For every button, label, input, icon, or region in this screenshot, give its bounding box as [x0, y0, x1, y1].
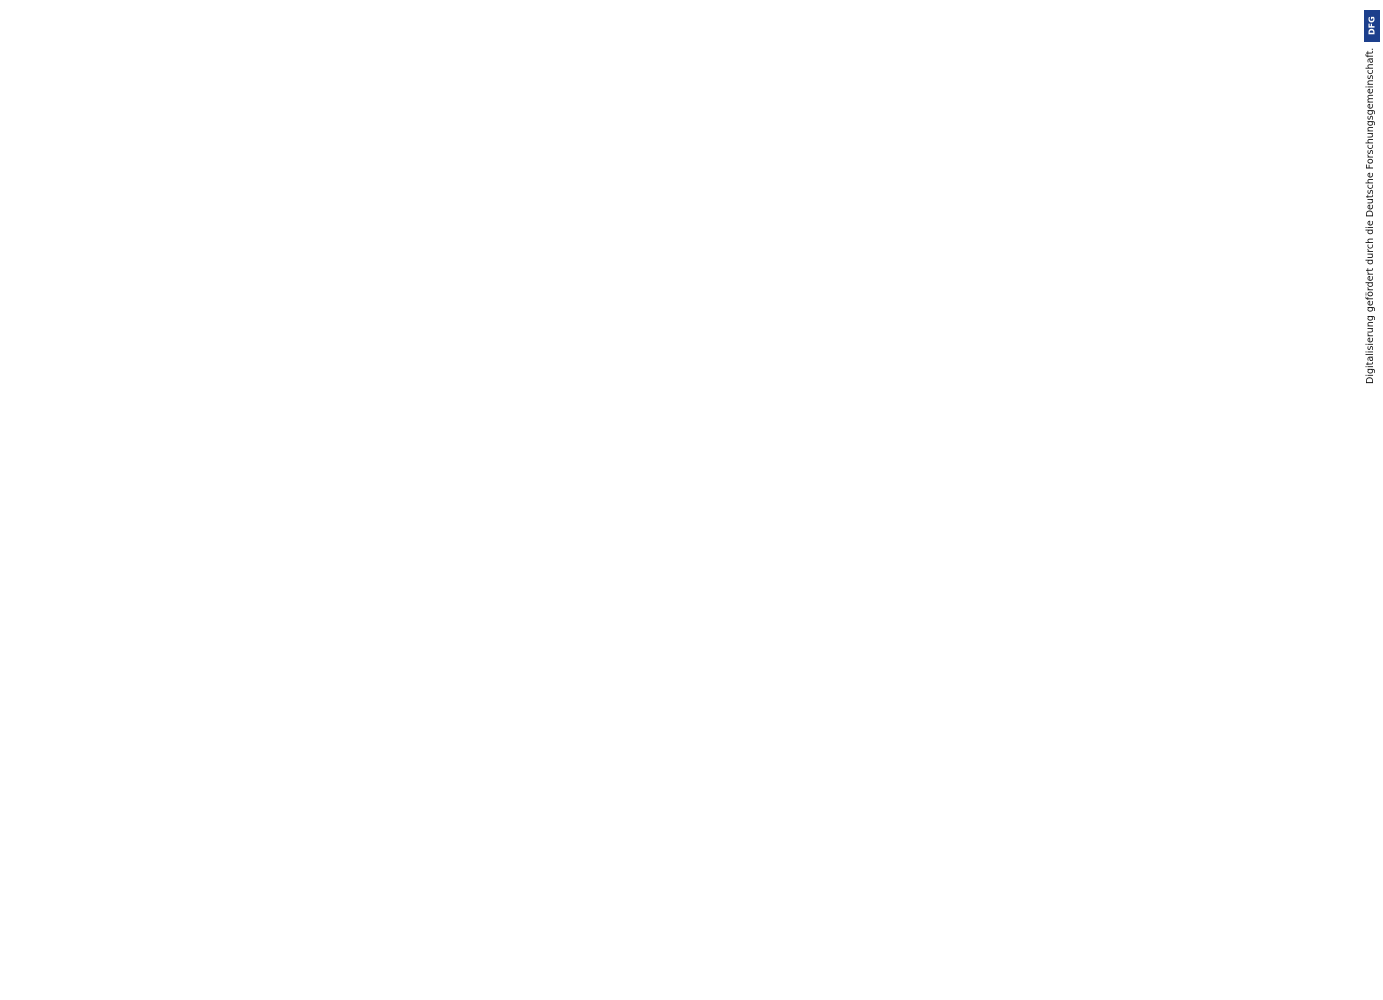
dfg-strip	[1363, 4, 1381, 994]
dfg-credit: Digitalisierung gefördert durch die Deutsche Forschungsgemeinschaft.	[1365, 48, 1376, 385]
dfg-logo: DFG	[1364, 10, 1380, 42]
